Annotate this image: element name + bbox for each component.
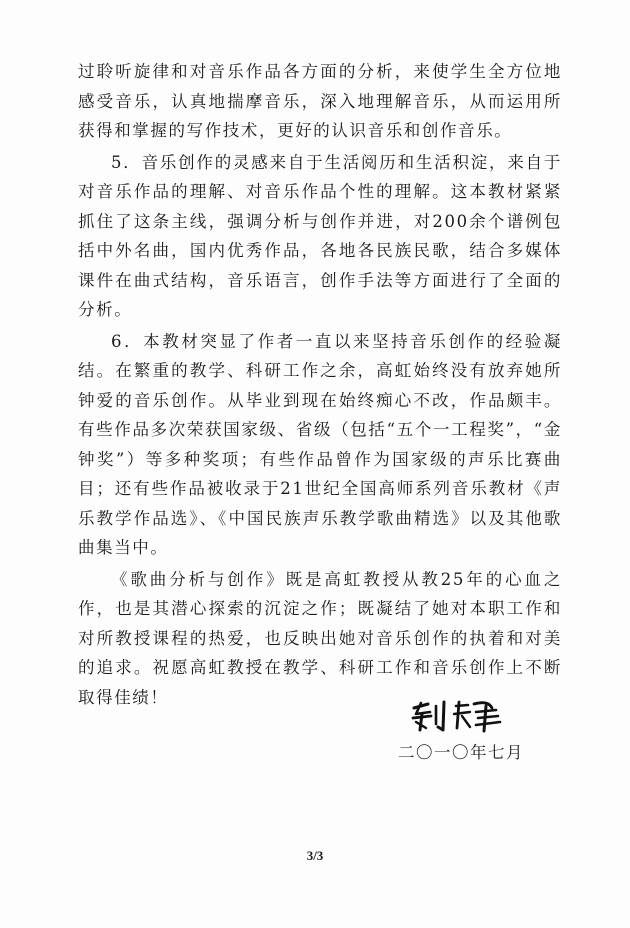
page-number: 3/3 — [306, 848, 324, 863]
date-line: 二〇一〇年七月 — [398, 743, 524, 762]
paragraph-item-6: 6．本教材突显了作者一直以来坚持音乐创作的经验凝结。在繁重的教学、科研工作之余，高虹始终没有放弃她所钟爱的音乐创作。从毕业到现在始终痴心不改，作品颇丰。有些作品多次荣获国家级、省级（包括“五个一工程奖”，“金钟奖”）等多种奖项；有些作品曾作为国家级的声乐比赛曲目；还有些作品被收录于21世纪全国高师系列音乐教材《声乐教学作品选》、《中国民族声乐教学歌曲精选》以及其他歌曲集当中。 — [78, 331, 562, 557]
paragraph-closing: 《歌曲分析与创作》既是高虹教授从教25年的心血之作，也是其潜心探索的沉淀之作；既凝结了她对本职工作和对所教授课程的热爱，也反映出她对音乐创作的执着和对美的追求。祝愿高虹教授在教学、科研工作和音乐创作上不断取得佳绩！ — [78, 569, 562, 707]
handwritten-signature — [404, 700, 524, 734]
body-text — [78, 57, 562, 714]
paragraph-continuation: 过聆听旋律和对音乐作品各方面的分析，来使学生全方位地感受音乐，认真地揣摩音乐，深入地理解音乐，从而运用所获得和掌握的写作技术，更好的认识音乐和创作音乐。 — [78, 62, 562, 140]
paragraph-item-5: 5．音乐创作的灵感来自于生活阅历和生活积淀，来自于对音乐作品的理解、对音乐作品个性的理解。这本教材紧紧抓住了这条主线，强调分析与创作并进，对200余个谱例包括中外名曲，国内优秀作品，各地各民族民歌，结合多媒体课件在曲式结构，音乐语言，创作手法等方面进行了全面的分析。 — [78, 152, 562, 319]
